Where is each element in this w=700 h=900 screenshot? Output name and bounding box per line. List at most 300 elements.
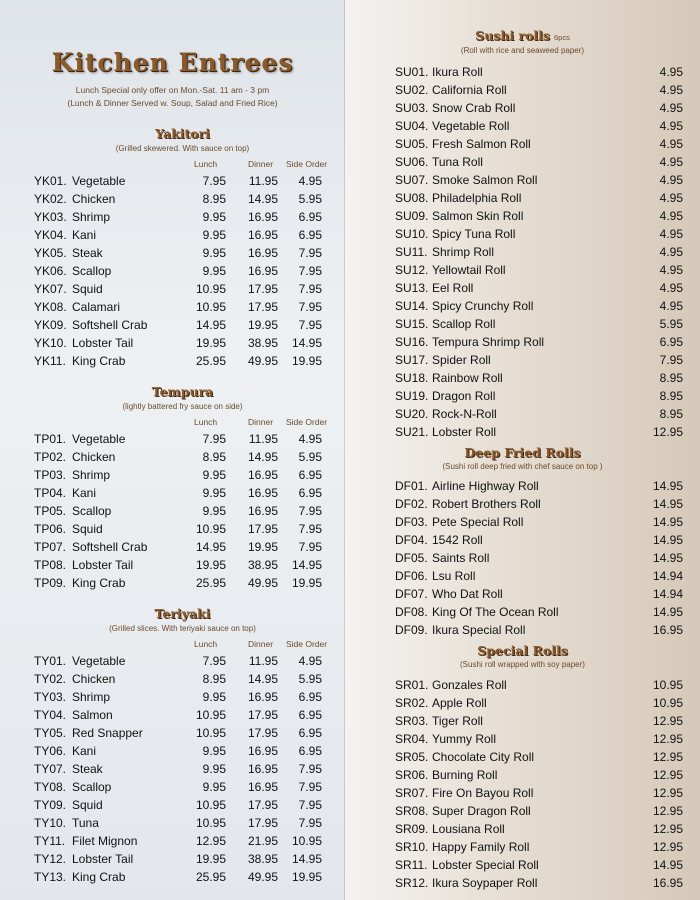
item-price: 4.95 bbox=[659, 245, 683, 259]
item-code: TY03. bbox=[34, 690, 67, 704]
menu-item-row bbox=[395, 802, 685, 820]
section-title-tempura: Tempura bbox=[151, 384, 214, 399]
item-name: Tuna Roll bbox=[432, 155, 483, 169]
item-name: Kani bbox=[72, 228, 97, 242]
item-name: Apple Roll bbox=[432, 696, 487, 710]
lunch-price: 19.95 bbox=[195, 852, 226, 866]
menu-item-row bbox=[34, 850, 334, 868]
item-code: TP06. bbox=[34, 522, 67, 536]
item-name: Lobster Tail bbox=[72, 852, 134, 866]
dinner-price: 11.95 bbox=[248, 174, 278, 188]
item-code: SU02. bbox=[395, 83, 429, 97]
item-name: Lobster Roll bbox=[432, 425, 497, 439]
item-price: 12.95 bbox=[652, 822, 683, 836]
item-code: SU04. bbox=[395, 119, 429, 133]
lunch-price: 7.95 bbox=[202, 174, 226, 188]
item-price: 8.95 bbox=[659, 389, 683, 403]
item-price: 5.95 bbox=[659, 317, 683, 331]
menu-item-row bbox=[34, 688, 334, 706]
menu-item-row bbox=[395, 712, 685, 730]
menu-item-row bbox=[34, 484, 334, 502]
item-name: Shrimp bbox=[72, 210, 111, 224]
item-price: 12.95 bbox=[652, 750, 683, 764]
lunch-price: 14.95 bbox=[195, 540, 226, 554]
dinner-price: 17.95 bbox=[247, 816, 278, 830]
menu-item-row bbox=[34, 316, 334, 334]
item-name: Squid bbox=[72, 522, 103, 536]
item-name: King Of The Ocean Roll bbox=[432, 605, 559, 619]
item-name: Pete Special Roll bbox=[432, 515, 524, 529]
item-name: King Crab bbox=[72, 576, 126, 590]
item-code: YK06. bbox=[34, 264, 67, 278]
menu-item-row bbox=[34, 244, 334, 262]
item-name: Scallop bbox=[72, 780, 112, 794]
menu-item-row bbox=[34, 430, 334, 448]
item-price: 4.95 bbox=[659, 83, 683, 97]
item-code: SU15. bbox=[395, 317, 429, 331]
item-price: 4.95 bbox=[659, 227, 683, 241]
dinner-price: 38.95 bbox=[247, 336, 278, 350]
item-price: 16.95 bbox=[652, 623, 683, 637]
side-order-price: 7.95 bbox=[298, 300, 322, 314]
item-name: King Crab bbox=[72, 870, 126, 884]
item-code: SU06. bbox=[395, 155, 429, 169]
side-order-price: 7.95 bbox=[298, 780, 322, 794]
side-order-price: 4.95 bbox=[298, 432, 322, 446]
menu-item-row bbox=[34, 556, 334, 574]
side-order-price: 7.95 bbox=[298, 282, 322, 296]
side-order-price: 7.95 bbox=[298, 318, 322, 332]
item-name: Happy Family Roll bbox=[432, 840, 530, 854]
item-name: Ikura Soypaper Roll bbox=[432, 876, 538, 890]
item-code: TY04. bbox=[34, 708, 67, 722]
side-order-price: 19.95 bbox=[291, 870, 322, 884]
lunch-price: 10.95 bbox=[195, 300, 226, 314]
side-order-price: 7.95 bbox=[298, 762, 322, 776]
item-price: 12.95 bbox=[652, 732, 683, 746]
section-note: (Roll with rice and seaweed paper) bbox=[460, 46, 585, 55]
dinner-price: 49.95 bbox=[247, 354, 278, 368]
menu-item-row bbox=[34, 706, 334, 724]
section-title-text: Sushi rolls bbox=[475, 28, 550, 43]
dinner-price: 49.95 bbox=[247, 870, 278, 884]
side-order-price: 6.95 bbox=[298, 486, 322, 500]
dinner-price: 16.95 bbox=[247, 228, 278, 242]
menu-item-row bbox=[395, 423, 685, 441]
menu-item-row bbox=[34, 502, 334, 520]
side-order-price: 10.95 bbox=[291, 834, 322, 848]
item-price: 4.95 bbox=[659, 209, 683, 223]
item-name: Salmon bbox=[72, 708, 113, 722]
item-name: Vegetable bbox=[72, 654, 126, 668]
section-note: (Grilled skewered. With sauce on top) bbox=[115, 144, 250, 153]
item-code: SR08. bbox=[395, 804, 429, 818]
item-name: Yellowtail Roll bbox=[432, 263, 506, 277]
lunch-price: 25.95 bbox=[195, 354, 226, 368]
lunch-price: 9.95 bbox=[202, 744, 226, 758]
item-code: TP02. bbox=[34, 450, 67, 464]
menu-item-row bbox=[395, 243, 685, 261]
item-price: 4.95 bbox=[659, 281, 683, 295]
dinner-price: 16.95 bbox=[247, 690, 278, 704]
menu-item-row bbox=[395, 513, 685, 531]
item-code: TP03. bbox=[34, 468, 67, 482]
item-price: 4.95 bbox=[659, 119, 683, 133]
menu-item-row bbox=[395, 495, 685, 513]
menu-item-row bbox=[34, 742, 334, 760]
item-price: 4.95 bbox=[659, 137, 683, 151]
item-name: Lsu Roll bbox=[432, 569, 476, 583]
item-price: 14.94 bbox=[652, 587, 683, 601]
menu-item-row bbox=[34, 352, 334, 370]
dinner-price: 14.95 bbox=[247, 450, 278, 464]
item-name: Lousiana Roll bbox=[432, 822, 505, 836]
item-name: Filet Mignon bbox=[72, 834, 138, 848]
lunch-price: 25.95 bbox=[195, 870, 226, 884]
item-name: Lobster Tail bbox=[72, 336, 134, 350]
menu-item-row bbox=[34, 298, 334, 316]
side-order-price: 7.95 bbox=[298, 264, 322, 278]
menu-item-row bbox=[34, 832, 334, 850]
side-order-price: 6.95 bbox=[298, 690, 322, 704]
menu-item-row bbox=[395, 153, 685, 171]
item-price: 14.95 bbox=[652, 533, 683, 547]
dinner-price: 14.95 bbox=[247, 672, 278, 686]
menu-item-row bbox=[34, 868, 334, 886]
item-code: TY12. bbox=[34, 852, 67, 866]
item-price: 4.95 bbox=[659, 263, 683, 277]
item-code: SU08. bbox=[395, 191, 429, 205]
column-header-side-order: Side Order bbox=[286, 417, 328, 427]
item-code: SU09. bbox=[395, 209, 429, 223]
menu-item-row bbox=[395, 351, 685, 369]
item-price: 14.94 bbox=[652, 569, 683, 583]
lunch-price: 9.95 bbox=[202, 780, 226, 794]
item-code: YK09. bbox=[34, 318, 67, 332]
item-code: SR10. bbox=[395, 840, 429, 854]
side-order-price: 7.95 bbox=[298, 540, 322, 554]
item-code: SU20. bbox=[395, 407, 429, 421]
dinner-price: 21.95 bbox=[247, 834, 278, 848]
menu-item-row bbox=[395, 549, 685, 567]
item-code: TY13. bbox=[34, 870, 67, 884]
lunch-price: 19.95 bbox=[195, 558, 226, 572]
menu-item-row bbox=[34, 796, 334, 814]
dinner-price: 17.95 bbox=[247, 726, 278, 740]
item-code: SU17. bbox=[395, 353, 429, 367]
item-code: SU19. bbox=[395, 389, 429, 403]
section-title-yakitori: Yakitori bbox=[155, 126, 210, 141]
section-title-text: Deep Fried Rolls bbox=[464, 445, 581, 460]
item-code: YK08. bbox=[34, 300, 67, 314]
menu-item-row bbox=[395, 297, 685, 315]
side-order-price: 19.95 bbox=[291, 354, 322, 368]
item-name: Yummy Roll bbox=[432, 732, 497, 746]
item-price: 4.95 bbox=[659, 155, 683, 169]
item-code: SU16. bbox=[395, 335, 429, 349]
item-name: Philadelphia Roll bbox=[432, 191, 522, 205]
item-name: Shrimp bbox=[72, 690, 111, 704]
side-order-price: 14.95 bbox=[291, 558, 322, 572]
item-name: Scallop bbox=[72, 504, 112, 518]
item-price: 10.95 bbox=[652, 678, 683, 692]
item-price: 4.95 bbox=[659, 65, 683, 79]
dinner-price: 11.95 bbox=[248, 432, 278, 446]
side-order-price: 5.95 bbox=[298, 672, 322, 686]
menu-item-row bbox=[395, 676, 685, 694]
item-name: 1542 Roll bbox=[432, 533, 483, 547]
menu-item-row bbox=[395, 405, 685, 423]
dinner-price: 11.95 bbox=[248, 654, 278, 668]
lunch-price: 10.95 bbox=[195, 708, 226, 722]
menu-item-row bbox=[395, 820, 685, 838]
item-name: Airline Highway Roll bbox=[432, 479, 539, 493]
menu-item-row bbox=[395, 585, 685, 603]
menu-item-row bbox=[34, 280, 334, 298]
side-order-price: 4.95 bbox=[298, 174, 322, 188]
item-name: Chocolate City Roll bbox=[432, 750, 535, 764]
item-code: TY08. bbox=[34, 780, 67, 794]
lunch-price: 10.95 bbox=[195, 816, 226, 830]
item-price: 6.95 bbox=[659, 335, 683, 349]
lunch-price: 9.95 bbox=[202, 486, 226, 500]
menu-item-row bbox=[395, 81, 685, 99]
item-name: Tempura Shrimp Roll bbox=[432, 335, 545, 349]
item-name: Spicy Tuna Roll bbox=[432, 227, 516, 241]
menu-item-row bbox=[395, 694, 685, 712]
side-order-price: 14.95 bbox=[291, 852, 322, 866]
menu-item-row bbox=[395, 135, 685, 153]
item-price: 4.95 bbox=[659, 299, 683, 313]
item-code: SR03. bbox=[395, 714, 429, 728]
menu-item-row bbox=[34, 670, 334, 688]
lunch-price: 10.95 bbox=[195, 282, 226, 296]
item-price: 4.95 bbox=[659, 101, 683, 115]
section-note: (Sushi roll wrapped with soy paper) bbox=[460, 660, 585, 669]
item-name: Lobster Tail bbox=[72, 558, 134, 572]
served-with-note: (Lunch & Dinner Served w. Soup, Salad and Fried Rice) bbox=[67, 98, 278, 108]
menu-item-row bbox=[395, 99, 685, 117]
item-name: Squid bbox=[72, 282, 103, 296]
side-order-price: 5.95 bbox=[298, 450, 322, 464]
column-header-lunch: Lunch bbox=[194, 417, 218, 427]
item-name: Scallop bbox=[72, 264, 112, 278]
menu-item-row bbox=[395, 207, 685, 225]
dinner-price: 17.95 bbox=[247, 708, 278, 722]
section-note: (Sushi roll deep fried with chef sauce on top ) bbox=[442, 462, 603, 471]
dinner-price: 16.95 bbox=[247, 762, 278, 776]
item-code: SU13. bbox=[395, 281, 429, 295]
item-price: 12.95 bbox=[652, 804, 683, 818]
lunch-price: 9.95 bbox=[202, 762, 226, 776]
item-price: 4.95 bbox=[659, 173, 683, 187]
menu-item-row bbox=[395, 117, 685, 135]
item-code: YK11. bbox=[34, 354, 66, 368]
lunch-price: 9.95 bbox=[202, 468, 226, 482]
menu-item-row bbox=[395, 189, 685, 207]
item-name: Gonzales Roll bbox=[432, 678, 507, 692]
item-name: Saints Roll bbox=[432, 551, 490, 565]
menu-item-row bbox=[395, 784, 685, 802]
item-code: SR05. bbox=[395, 750, 429, 764]
item-code: YK02. bbox=[34, 192, 67, 206]
side-order-price: 5.95 bbox=[298, 192, 322, 206]
item-code: TP04. bbox=[34, 486, 67, 500]
item-name: Tiger Roll bbox=[432, 714, 483, 728]
menu-item-row bbox=[395, 279, 685, 297]
lunch-price: 14.95 bbox=[195, 318, 226, 332]
item-code: DF06. bbox=[395, 569, 428, 583]
item-name: Shrimp bbox=[72, 468, 111, 482]
item-code: SU07. bbox=[395, 173, 429, 187]
column-header-dinner: Dinner bbox=[248, 639, 274, 649]
item-name: Steak bbox=[72, 246, 103, 260]
item-name: Super Dragon Roll bbox=[432, 804, 531, 818]
item-code: SU18. bbox=[395, 371, 429, 385]
item-code: TY06. bbox=[34, 744, 67, 758]
item-code: YK03. bbox=[34, 210, 67, 224]
side-order-price: 19.95 bbox=[291, 576, 322, 590]
item-code: TY01. bbox=[34, 654, 67, 668]
item-code: TP05. bbox=[34, 504, 67, 518]
menu-item-row bbox=[395, 856, 685, 874]
dinner-price: 17.95 bbox=[247, 522, 278, 536]
side-order-price: 6.95 bbox=[298, 228, 322, 242]
item-code: YK05. bbox=[34, 246, 67, 260]
side-order-price: 7.95 bbox=[298, 246, 322, 260]
item-name: Smoke Salmon Roll bbox=[432, 173, 538, 187]
item-code: TY02. bbox=[34, 672, 67, 686]
item-name: Kani bbox=[72, 486, 97, 500]
item-code: TY09. bbox=[34, 798, 67, 812]
item-name: Spicy Crunchy Roll bbox=[432, 299, 534, 313]
item-price: 4.95 bbox=[659, 191, 683, 205]
item-code: YK10. bbox=[34, 336, 67, 350]
item-price: 8.95 bbox=[659, 407, 683, 421]
lunch-price: 7.95 bbox=[202, 432, 226, 446]
item-price: 12.95 bbox=[652, 786, 683, 800]
menu-item-row bbox=[34, 724, 334, 742]
item-code: DF01. bbox=[395, 479, 428, 493]
item-name: Rainbow Roll bbox=[432, 371, 503, 385]
lunch-price: 12.95 bbox=[195, 834, 226, 848]
item-name: California Roll bbox=[432, 83, 507, 97]
item-name: Chicken bbox=[72, 450, 116, 464]
item-price: 14.95 bbox=[652, 479, 683, 493]
item-code: TY10. bbox=[34, 816, 67, 830]
menu-item-row bbox=[395, 315, 685, 333]
item-code: YK04. bbox=[34, 228, 67, 242]
item-code: DF07. bbox=[395, 587, 428, 601]
dinner-price: 17.95 bbox=[247, 282, 278, 296]
page-title: Kitchen Entrees bbox=[51, 48, 294, 77]
lunch-price: 9.95 bbox=[202, 690, 226, 704]
side-order-price: 7.95 bbox=[298, 504, 322, 518]
side-order-price: 6.95 bbox=[298, 726, 322, 740]
item-name: Squid bbox=[72, 798, 103, 812]
item-name: Steak bbox=[72, 762, 103, 776]
item-code: TP09. bbox=[34, 576, 67, 590]
menu-item-row bbox=[395, 171, 685, 189]
side-order-price: 6.95 bbox=[298, 744, 322, 758]
lunch-price: 10.95 bbox=[195, 522, 226, 536]
menu-item-row bbox=[395, 369, 685, 387]
item-price: 14.95 bbox=[652, 605, 683, 619]
section-title-teriyaki: Teriyaki bbox=[154, 606, 211, 621]
menu-item-row bbox=[395, 333, 685, 351]
dinner-price: 16.95 bbox=[247, 504, 278, 518]
item-code: DF04. bbox=[395, 533, 428, 547]
item-code: SR07. bbox=[395, 786, 429, 800]
item-code: SR04. bbox=[395, 732, 429, 746]
lunch-price: 9.95 bbox=[202, 264, 226, 278]
item-price: 12.95 bbox=[652, 425, 683, 439]
item-price: 14.95 bbox=[652, 497, 683, 511]
item-code: TY11. bbox=[34, 834, 66, 848]
dinner-price: 38.95 bbox=[247, 558, 278, 572]
item-code: SR02. bbox=[395, 696, 429, 710]
item-name: King Crab bbox=[72, 354, 126, 368]
lunch-price: 7.95 bbox=[202, 654, 226, 668]
item-name: Vegetable Roll bbox=[432, 119, 510, 133]
item-name: Dragon Roll bbox=[432, 389, 496, 403]
side-order-price: 7.95 bbox=[298, 522, 322, 536]
item-code: YK01. bbox=[34, 174, 67, 188]
item-name: Rock-N-Roll bbox=[432, 407, 497, 421]
column-header-dinner: Dinner bbox=[248, 159, 274, 169]
item-name: Softshell Crab bbox=[72, 540, 148, 554]
item-code: SU21. bbox=[395, 425, 429, 439]
item-name: Softshell Crab bbox=[72, 318, 148, 332]
menu-item-row bbox=[34, 814, 334, 832]
item-code: YK07. bbox=[34, 282, 67, 296]
item-name: Scallop Roll bbox=[432, 317, 496, 331]
dinner-price: 16.95 bbox=[247, 780, 278, 794]
item-price: 14.95 bbox=[652, 515, 683, 529]
menu-item-row bbox=[395, 567, 685, 585]
lunch-price: 25.95 bbox=[195, 576, 226, 590]
dinner-price: 19.95 bbox=[247, 540, 278, 554]
lunch-price: 10.95 bbox=[195, 798, 226, 812]
item-name: Chicken bbox=[72, 192, 116, 206]
dinner-price: 49.95 bbox=[247, 576, 278, 590]
menu-item-row bbox=[395, 225, 685, 243]
item-code: SU03. bbox=[395, 101, 429, 115]
lunch-price: 8.95 bbox=[202, 672, 226, 686]
menu-item-row bbox=[395, 874, 685, 892]
menu-item-row bbox=[395, 603, 685, 621]
dinner-price: 16.95 bbox=[247, 468, 278, 482]
item-price: 12.95 bbox=[652, 768, 683, 782]
lunch-special-note: Lunch Special only offer on Mon.-Sat. 11 am - 3 pm bbox=[75, 85, 270, 95]
item-code: DF03. bbox=[395, 515, 428, 529]
column-header-lunch: Lunch bbox=[194, 639, 218, 649]
item-name: Lobster Special Roll bbox=[432, 858, 539, 872]
menu-item-row bbox=[395, 477, 685, 495]
item-code: TP07. bbox=[34, 540, 67, 554]
menu-item-row bbox=[34, 652, 334, 670]
item-price: 16.95 bbox=[652, 876, 683, 890]
menu-item-row bbox=[34, 538, 334, 556]
item-name: Tuna bbox=[72, 816, 99, 830]
dinner-price: 14.95 bbox=[247, 192, 278, 206]
lunch-price: 8.95 bbox=[202, 450, 226, 464]
item-code: SU11. bbox=[395, 245, 428, 259]
lunch-price: 9.95 bbox=[202, 504, 226, 518]
item-name: Spider Roll bbox=[432, 353, 491, 367]
column-header-side-order: Side Order bbox=[286, 639, 328, 649]
menu-item-row bbox=[395, 261, 685, 279]
